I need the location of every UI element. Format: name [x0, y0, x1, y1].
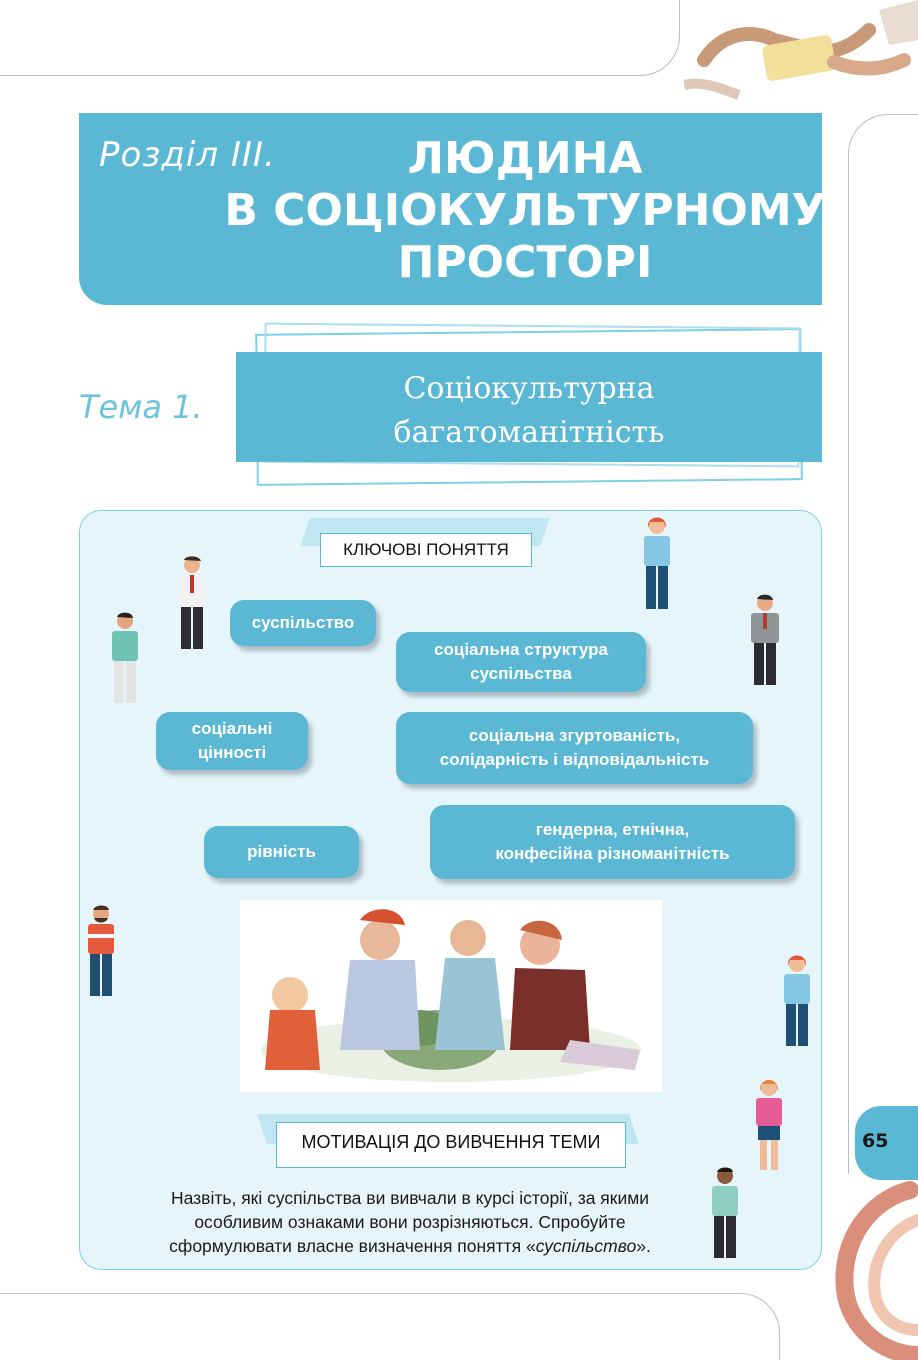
motivation-heading: МОТИВАЦІЯ ДО ВИВЧЕННЯ ТЕМИ	[276, 1122, 626, 1168]
concept-pill	[204, 826, 359, 878]
topic-title-line: багатоманітність	[393, 415, 665, 450]
motivation-text-line	[120, 1234, 700, 1258]
section-label: Розділ III.	[99, 135, 276, 175]
topic-title	[236, 367, 822, 455]
motivation-text-line: Назвіть, які суспільства ви вивчали в курсі історії, за якими	[170, 1188, 650, 1208]
topic-label: Тема 1.	[79, 388, 203, 426]
topic-title-line: Соціокультурна	[403, 371, 655, 406]
concept-pill	[156, 712, 308, 770]
section-title-line: ПРОСТОРІ	[397, 237, 653, 288]
group-photo-drawing	[240, 900, 662, 1092]
section-title-line: ЛЮДИНА	[407, 133, 643, 184]
concept-label: соціальна згуртованість,	[468, 726, 681, 745]
section-title-line: В СОЦІОКУЛЬТУРНОМУ	[224, 185, 826, 236]
motivation-text	[120, 1186, 700, 1258]
page-frame-bottom	[0, 1293, 780, 1360]
concept-label: суспільства	[470, 664, 572, 683]
motivation-text-part: сформулювати власне визначення поняття «	[169, 1236, 536, 1256]
group-photo-illustration	[240, 900, 662, 1092]
section-title	[200, 133, 850, 289]
concept-label: суспільство	[251, 613, 355, 632]
concept-label: цінності	[197, 743, 267, 762]
concept-pill	[230, 600, 376, 646]
concept-pill	[396, 632, 646, 692]
person-icon	[752, 1078, 786, 1172]
page-frame-right	[848, 114, 918, 1174]
concept-label: солідарність і відповідальність	[439, 750, 710, 769]
concept-label: соціальна структура	[434, 640, 608, 659]
motivation-term: суспільство	[535, 1236, 637, 1256]
person-icon	[174, 556, 210, 652]
person-icon	[708, 1166, 742, 1260]
person-icon	[748, 594, 782, 688]
concept-pill	[430, 805, 795, 879]
person-icon	[84, 904, 118, 998]
concept-label: конфесійна різноманітність	[495, 844, 730, 863]
concept-label: рівність	[247, 842, 316, 861]
person-icon	[108, 612, 142, 706]
motivation-text-line: особливим ознаками вони розрізняються. Спробуйте	[194, 1212, 626, 1232]
person-icon	[780, 954, 814, 1048]
concept-label: гендерна, етнічна,	[535, 820, 690, 839]
handshake-decoration	[684, 0, 918, 102]
page-number: 65	[862, 1130, 889, 1152]
person-icon	[640, 516, 674, 612]
motivation-text-part: ».	[636, 1236, 651, 1256]
key-concepts-heading: КЛЮЧОВІ ПОНЯТТЯ	[320, 533, 532, 567]
concept-pill	[396, 712, 753, 784]
page-frame-top	[0, 0, 680, 76]
hands-circle-decoration	[830, 1180, 918, 1360]
concept-label: соціальні	[191, 719, 273, 738]
